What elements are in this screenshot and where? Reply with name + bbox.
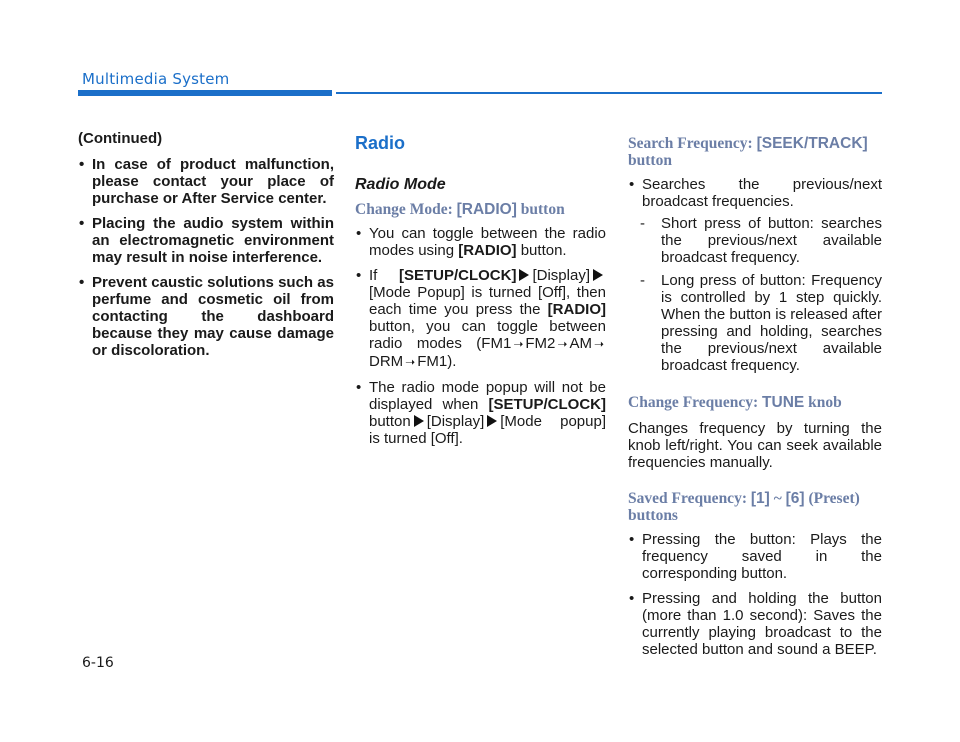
heading-search-frequency: Search Frequency: [SEEK/TRACK] button (628, 135, 868, 169)
arrow-right-icon (487, 415, 497, 427)
column-radio (355, 130, 606, 455)
page-number: 6-16 (82, 655, 114, 671)
heading-saved-frequency: Saved Frequency: [1] ~ [6] (Preset) buttons (628, 490, 860, 524)
change-mode-bullet: • If [SETUP/CLOCK] [Display] [Mode Popup] is turned [Off], then each time you press the [RADIO] button, you can toggle between radio modes (FM1 ➝ FM2 ➝ AM ➝DRM ➝ FM1). (355, 267, 606, 371)
search-bullet: • Searches the previous/next broadcast frequencies. (628, 176, 882, 210)
column-cautions (78, 130, 334, 367)
arrow-right-icon (414, 415, 424, 427)
caution-bullet: • Prevent caustic solutions such as perfume and cosmetic oil from contacting the dashboard because they may cause damage or discoloration. (78, 274, 334, 359)
section-header-title: Multimedia System (82, 70, 230, 88)
search-dash-item: - Long press of button: Frequency is controlled by 1 step quickly. When the button is released after pressing and holding, searches the previous/next available broadcast frequency. (638, 272, 882, 374)
change-frequency-text: Changes frequency by turning the knob left/right. You can seek available frequencies manually. (628, 420, 882, 471)
section-title-radio: Radio (355, 133, 406, 153)
arrow-right-icon (593, 269, 603, 281)
right-arrow-icon: ➝ (405, 355, 416, 369)
header-rule-thick (78, 90, 332, 96)
heading-change-frequency: Change Frequency: TUNE knob (628, 394, 842, 411)
right-arrow-icon: ➝ (557, 337, 568, 351)
saved-bullet: • Pressing and holding the button (more than 1.0 second): Saves the currently playing broadcast to the selected button and sound a BEEP. (628, 590, 882, 658)
change-mode-bullet: • You can toggle between the radio modes using [RADIO] button. (355, 225, 606, 259)
right-arrow-icon: ➝ (513, 337, 524, 351)
right-arrow-icon: ➝ (593, 337, 604, 351)
search-dash-item: - Short press of button: searches the previous/next available broadcast frequency. (638, 215, 882, 266)
heading-change-mode: Change Mode: [RADIO] button (355, 201, 565, 218)
caution-bullet: • In case of product malfunction, please contact your place of purchase or After Service center. (78, 156, 334, 207)
continued-label: (Continued) (78, 130, 163, 147)
subsection-title-radio-mode: Radio Mode (355, 176, 446, 193)
caution-bullet: • Placing the audio system within an electromagnetic environment may result in noise interference. (78, 215, 334, 266)
saved-bullet: • Pressing the button: Plays the frequency saved in the corresponding button. (628, 531, 882, 582)
arrow-right-icon (519, 269, 529, 281)
change-mode-bullet: • The radio mode popup will not be displayed when [SETUP/CLOCK] button [Display] [Mode popup] is turned [Off]. (355, 379, 606, 447)
column-frequency (628, 130, 882, 666)
header-rule-thin (336, 92, 882, 94)
